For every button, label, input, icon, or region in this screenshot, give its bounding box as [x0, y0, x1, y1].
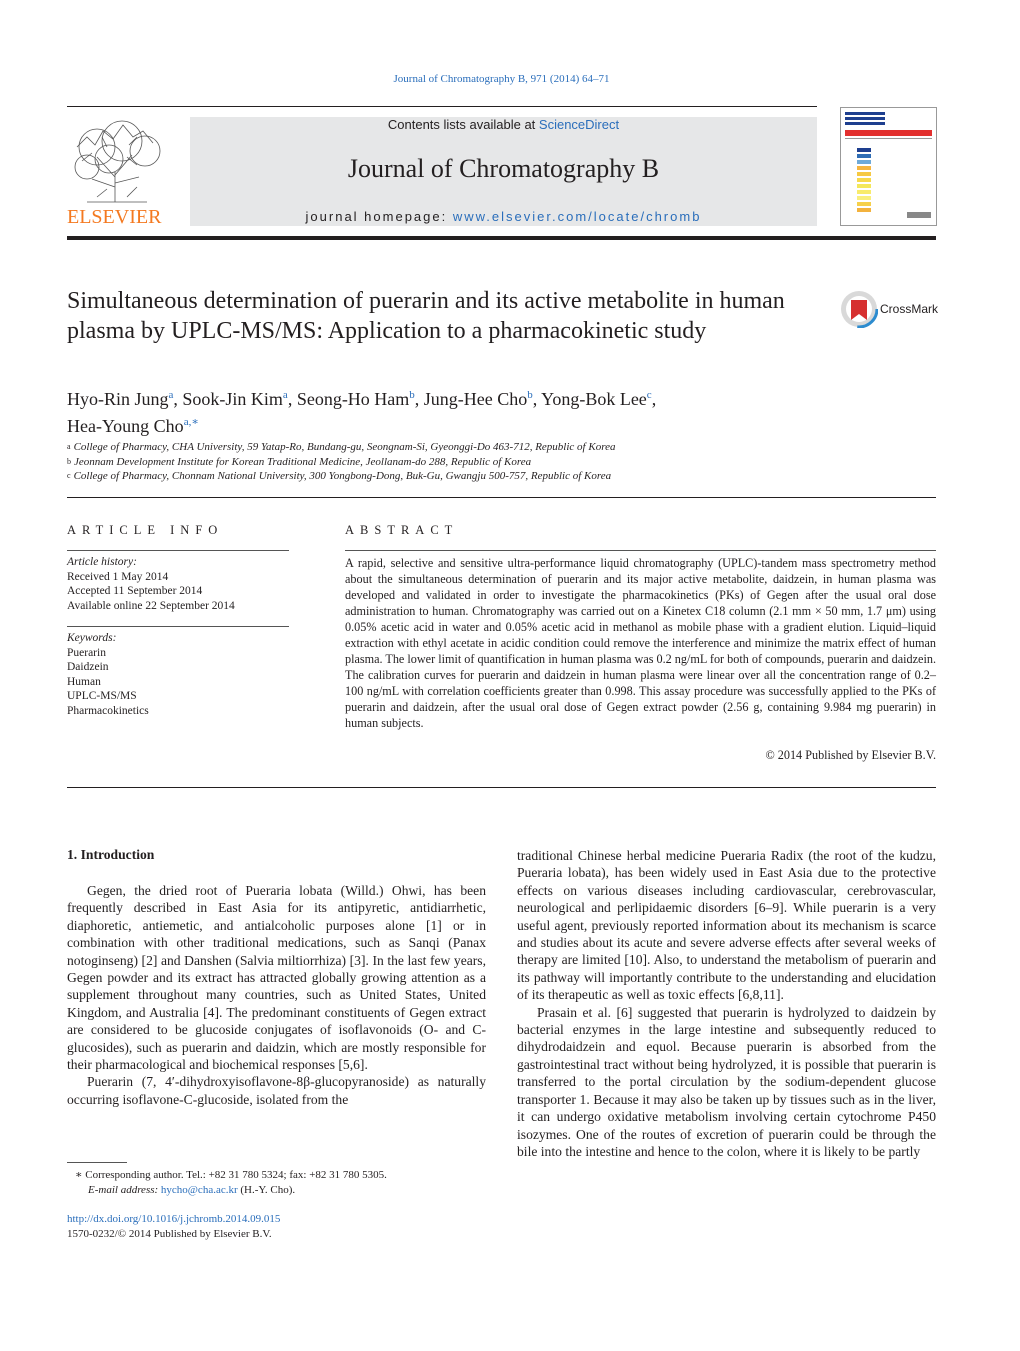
- crossmark-badge[interactable]: [840, 290, 940, 330]
- author-name[interactable]: Sook-Jin Kim: [182, 389, 283, 409]
- elsevier-logo-text: ELSEVIER: [67, 206, 162, 228]
- abstract-heading: ABSTRACT: [345, 523, 459, 537]
- email-line: [67, 1183, 487, 1198]
- issn-line: 1570-0232/© 2014 Published by Elsevier B.V.: [67, 1227, 272, 1240]
- affiliation-text: Jeonnam Development Institute for Korean Traditional Medicine, Jeollanam-do 288, Republic of Korea: [74, 455, 532, 468]
- affiliation-item: [67, 469, 947, 484]
- affiliation-text: College of Pharmacy, CHA University, 59 Yatap-Ro, Bundang-gu, Seongnam-Si, Gyeonggi-Do 463-712, Republic of Korea: [73, 441, 616, 453]
- author-name[interactable]: Jung-Hee Cho: [423, 389, 528, 409]
- email-suffix: (H.-Y. Cho).: [237, 1183, 296, 1196]
- article-history: [67, 555, 289, 613]
- affiliation-mark: a: [67, 442, 71, 451]
- email-link[interactable]: hycho@cha.ac.kr: [160, 1183, 238, 1196]
- keyword-item: Pharmacokinetics: [67, 704, 149, 717]
- affiliation-item: [67, 455, 947, 470]
- footnote-rule: [67, 1162, 127, 1163]
- author-affil-mark[interactable]: b: [409, 389, 415, 401]
- keywords-label: Keywords:: [67, 632, 117, 644]
- journal-citation[interactable]: Journal of Chromatography B, 971 (2014) 64–71: [393, 73, 610, 85]
- author-affil-mark[interactable]: a: [282, 389, 288, 401]
- elsevier-tree-logo: [67, 117, 167, 205]
- abstract-copyright: © 2014 Published by Elsevier B.V.: [765, 748, 936, 762]
- affiliations: [67, 440, 947, 484]
- author-affil-mark[interactable]: c: [646, 389, 652, 401]
- article-info-rule: [67, 550, 289, 551]
- body-column-right: [517, 847, 936, 1160]
- abstract-text: A rapid, selective and sensitive ultra-performance liquid chromatography (UPLC)-tandem mass spectrometry method about the simultaneous determination of puerarin and its major active metabolite, daidzein, in human plasma was developed and validated in order to investigate the pharmacokinetics (PKs) of Gegen after the usual oral dose administration to human. Chromatography was carried out on a Kinetex C18 column (2.1 mm × 50 mm, 1.7 μm) using 0.05% acetic acid in water and 0.05% acetic acid in methanol as mobile phase with a gradient elution. Liquid–liquid extraction with ethyl acetate in acidic condition could remove the interference and minimize the matrix effect of human plasma. The lower limit of quantification in human plasma was 0.2 ng/mL for both of compounds, puerarin and daidzein. The calibration curves for puerarin and daidzein in human plasma were linear over all the concentration range of 0.2–100 ng/mL with correlation coefficients greater than 0.998. This assay procedure was successfully applied to the PKs of puerarin and daidzein, after the usual oral dose of Gegen extract powder (2.56 g, containing 9.984 mg puerarin) in human subjects.: [345, 556, 936, 730]
- body-paragraph: Prasain et al. [6] suggested that puerarin is hydrolyzed to daidzein by bacterial enzymes in the large intestine and subsequently reduced to dihydrodaidzein and equol. Because puerarin is absorbed from the gastrointestinal tract without being hydrolyzed, it is possible that puerarin is transferred to the portal circulation by the sodium-dependent glucose transporter 1. Because it may also be taken up by tissues such as in the liver, it can undergo oxidative metabolism involving certain cytochrome P450 isozymes. One of the routes of excretion of puerarin could be through the bile into the intestine and hence to the colon, where it is likely to be partly: [517, 1004, 936, 1159]
- keyword-item: UPLC-MS/MS: [67, 690, 137, 702]
- homepage-prefix: journal homepage:: [305, 209, 453, 224]
- doi-link[interactable]: http://dx.doi.org/10.1016/j.jchromb.2014.09.015: [67, 1213, 281, 1225]
- author-affil-mark[interactable]: a: [168, 389, 174, 401]
- sciencedirect-link[interactable]: ScienceDirect: [538, 117, 620, 132]
- body-paragraph: traditional Chinese herbal medicine Pueraria Radix (the root of the kudzu, Pueraria lobata), has been widely used in East Asia due to the protective effects on various diseases including cardiovascular, cerebrovascular, neurological and perlipidaemic disorders [6–9]. While puerarin is a very useful agent, previously reported information about its mechanism is scarce and studies about its acute and severe adverse effects after several weeks of therapy are limited [10]. Also, to understand the metabolism of puerarin and its pathway will importantly contribute to the understanding and elucidation of its therapeutic as well as toxic effects [6,8,11].: [517, 848, 936, 1003]
- journal-cover-thumbnail[interactable]: [840, 107, 937, 226]
- affiliation-item: [67, 440, 947, 455]
- keywords-rule: [67, 626, 289, 627]
- affiliation-rule: [67, 497, 936, 498]
- journal-title: Journal of Chromatography B: [347, 154, 660, 183]
- author-name[interactable]: Yong-Bok Lee: [541, 389, 647, 409]
- author-name[interactable]: Hyo-Rin Jung: [67, 389, 169, 409]
- section-heading: 1. Introduction: [67, 847, 155, 862]
- author-affil-mark[interactable]: b: [527, 389, 533, 401]
- keyword-item: Puerarin: [67, 646, 106, 659]
- keyword-item: Human: [67, 675, 101, 688]
- keywords-block: [67, 631, 289, 718]
- header-rule: [67, 106, 817, 107]
- body-paragraph: Puerarin (7, 4′-dihydroxyisoflavone-8β-glucopyranoside) as naturally occurring isoflavone-C-glucoside, isolated from the: [67, 1074, 486, 1107]
- received-date: Received 1 May 2014: [67, 570, 169, 583]
- accepted-date: Accepted 11 September 2014: [67, 585, 203, 597]
- contents-prefix: Contents lists available at: [387, 117, 539, 132]
- doi-block: [67, 1212, 487, 1241]
- body-paragraph: Gegen, the dried root of Pueraria lobata (Willd.) Ohwi, has been frequently described in East Asia for its antipyretic, antidiarrhetic, diaphoretic, antiemetic, and antialcoholic purposes alone [1] or in combination with other traditional medications, such as Sanqi (Panax notoginseng) [2] and Danshen (Salvia miltiorrhiza) [3]. In the last few years, Gegen powder and its extract has attracted globally growing attention as a supplement throughout many countries, such as United States, United Kingdom, and Australia [4]. The predominant constituents of Gegen extract are considered to be glucoside conjugates of isoflavonoids (O- and C-glucosides), such as puerarin and daidzin, which are mostly responsible for their pharmacological and biochemical responses [5,6].: [67, 883, 486, 1073]
- journal-homepage-line: [190, 209, 817, 224]
- article-title: Simultaneous determination of puerarin and its active metabolite in human plasma by UPLC-MS/MS: Application to a pharmacokinetic study: [67, 288, 785, 344]
- author-list: Hyo-Rin Jung$^a$, Sook-Jin Kim$^a$, Seong-Ho Ham$^b$, Jung-Hee Cho$^b$, Yong-Bok Lee$^c$, Hea-Young Cho$^{a,∗}$: [67, 389, 657, 436]
- header-thick-rule: [67, 236, 936, 240]
- keyword-item: Daidzein: [67, 661, 109, 673]
- abstract-rule: [345, 550, 936, 551]
- affiliation-mark: b: [67, 456, 71, 466]
- abstract-bottom-rule: [67, 787, 936, 788]
- crossmark-icon: [840, 290, 878, 328]
- history-label: Article history:: [67, 556, 137, 568]
- affiliation-text: College of Pharmacy, Chonnam National University, 300 Yongbong-Dong, Buk-Gu, Gwangju 500-757, Republic of Korea: [73, 470, 612, 482]
- author-name[interactable]: Seong-Ho Ham: [296, 389, 410, 409]
- crossmark-label: CrossMark: [880, 302, 939, 316]
- email-label: E-mail address:: [88, 1183, 161, 1196]
- author-affil-mark[interactable]: a,∗: [183, 416, 199, 428]
- contents-line: [190, 117, 817, 132]
- corresponding-author: ∗ Corresponding author. Tel.: +82 31 780 5324; fax: +82 31 780 5305.: [75, 1169, 387, 1181]
- affiliation-mark: c: [67, 471, 71, 480]
- corresponding-footnote: [67, 1168, 487, 1197]
- homepage-link[interactable]: www.elsevier.com/locate/chromb: [452, 209, 702, 224]
- online-date: Available online 22 September 2014: [67, 599, 235, 612]
- article-info-heading: ARTICLE INFO: [67, 523, 224, 537]
- author-name[interactable]: Hea-Young Cho: [67, 416, 184, 436]
- body-column-left: [67, 882, 486, 1108]
